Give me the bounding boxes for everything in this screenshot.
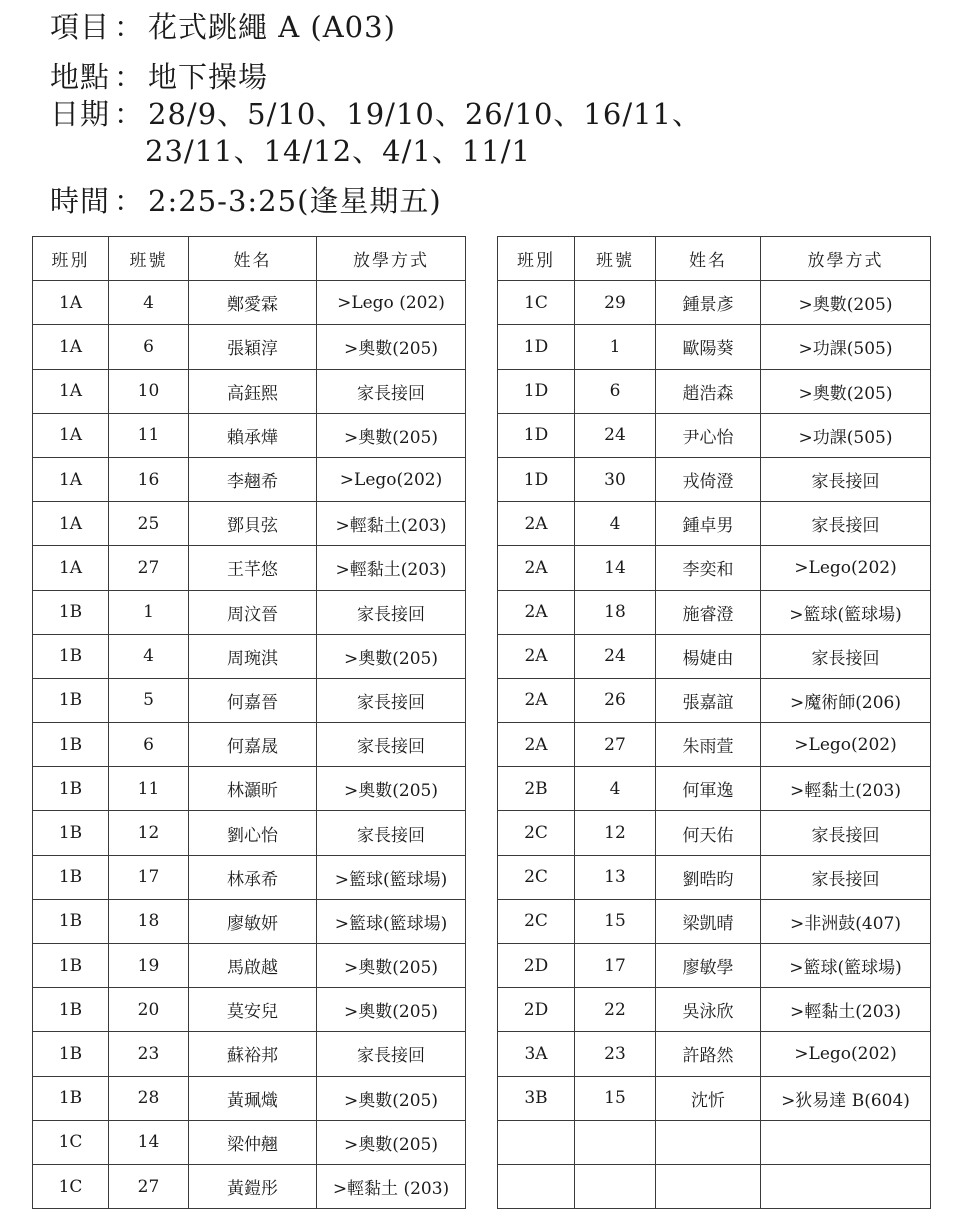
col-header-dismissal: 放學方式 xyxy=(761,237,931,281)
cell-dismissal: >Lego (202) xyxy=(317,281,466,325)
cell-number: 1 xyxy=(575,325,656,369)
cell-name: 何嘉晉 xyxy=(189,678,317,722)
cell-dismissal: 家長接回 xyxy=(761,502,931,546)
cell-name: 廖敏學 xyxy=(656,944,761,988)
table-row xyxy=(498,325,931,369)
table-row xyxy=(33,1076,466,1120)
table-row xyxy=(498,1164,931,1208)
cell-number: 27 xyxy=(109,1164,189,1208)
cell-class: 1A xyxy=(33,369,109,413)
cell-dismissal: >奧數(205) xyxy=(317,413,466,457)
cell-class: 2B xyxy=(498,767,575,811)
cell-number: 29 xyxy=(575,281,656,325)
cell-name: 蘇裕邦 xyxy=(189,1032,317,1076)
cell-class: 2D xyxy=(498,988,575,1032)
table-row xyxy=(33,546,466,590)
cell-name: 沈忻 xyxy=(656,1076,761,1120)
cell-dismissal: >籃球(籃球場) xyxy=(761,944,931,988)
cell-class: 1A xyxy=(33,457,109,501)
cell-class: 1D xyxy=(498,457,575,501)
col-header-class: 班別 xyxy=(498,237,575,281)
cell-name: 莫安兒 xyxy=(189,988,317,1032)
cell-dismissal: 家長接回 xyxy=(317,678,466,722)
colon: ： xyxy=(114,97,145,131)
cell-number: 1 xyxy=(109,590,189,634)
table-row xyxy=(498,767,931,811)
cell-class: 1A xyxy=(33,325,109,369)
cell-class: 1A xyxy=(33,502,109,546)
cell-dismissal: >奧數(205) xyxy=(317,634,466,678)
cell-name: 鍾景彥 xyxy=(656,281,761,325)
cell-number: 4 xyxy=(575,767,656,811)
cell-name: 林承希 xyxy=(189,855,317,899)
colon: ： xyxy=(114,184,145,218)
cell-number: 12 xyxy=(109,811,189,855)
cell-name: 林灝昕 xyxy=(189,767,317,811)
cell-name: 鍾卓男 xyxy=(656,502,761,546)
cell-dismissal: >魔術師(206) xyxy=(761,678,931,722)
cell-number: 11 xyxy=(109,767,189,811)
table-row xyxy=(33,723,466,767)
cell-number: 24 xyxy=(575,634,656,678)
colon: ： xyxy=(114,10,145,44)
cell-dismissal: >奧數(205) xyxy=(317,988,466,1032)
cell-number: 24 xyxy=(575,413,656,457)
document-header xyxy=(50,6,702,223)
cell-number: 18 xyxy=(575,590,656,634)
table-row xyxy=(498,678,931,722)
cell-number: 4 xyxy=(575,502,656,546)
cell-number: 6 xyxy=(109,325,189,369)
table-row xyxy=(498,413,931,457)
table-row xyxy=(498,899,931,943)
cell-dismissal: 家長接回 xyxy=(761,457,931,501)
cell-number: 6 xyxy=(575,369,656,413)
cell-dismissal: >Lego(202) xyxy=(761,723,931,767)
cell-class: 1A xyxy=(33,281,109,325)
table-row xyxy=(498,546,931,590)
cell-class: 3A xyxy=(498,1032,575,1076)
date-value-line1: 28/9、5/10、19/10、26/10、16/11、 xyxy=(148,97,702,131)
table-row xyxy=(498,590,931,634)
table-row xyxy=(33,1032,466,1076)
cell-name: 戎倚澄 xyxy=(656,457,761,501)
cell-class: 1B xyxy=(33,590,109,634)
cell-class: 1C xyxy=(498,281,575,325)
col-header-class: 班別 xyxy=(33,237,109,281)
cell-name: 何嘉晟 xyxy=(189,723,317,767)
cell-dismissal: >Lego(202) xyxy=(761,546,931,590)
cell-dismissal: >輕黏土(203) xyxy=(317,546,466,590)
cell-class: 1B xyxy=(33,1032,109,1076)
roster-table-right xyxy=(497,236,931,1209)
cell-dismissal: >奧數(205) xyxy=(317,1076,466,1120)
cell-name: 廖敏妍 xyxy=(189,899,317,943)
cell-dismissal xyxy=(761,1164,931,1208)
table-row xyxy=(498,811,931,855)
roster-table-left xyxy=(32,236,466,1209)
cell-number: 23 xyxy=(575,1032,656,1076)
cell-class: 1D xyxy=(498,369,575,413)
cell-dismissal: >Lego(202) xyxy=(317,457,466,501)
cell-class: 2A xyxy=(498,723,575,767)
cell-dismissal: >Lego(202) xyxy=(761,1032,931,1076)
cell-number: 4 xyxy=(109,281,189,325)
cell-dismissal: >奧數(205) xyxy=(317,767,466,811)
cell-number: 4 xyxy=(109,634,189,678)
table-row xyxy=(498,457,931,501)
cell-class: 2A xyxy=(498,546,575,590)
table-row xyxy=(498,281,931,325)
table-row xyxy=(33,944,466,988)
place-label: 地點 xyxy=(50,60,111,94)
cell-class: 1B xyxy=(33,855,109,899)
cell-dismissal xyxy=(761,1120,931,1164)
cell-dismissal: >奧數(205) xyxy=(317,1120,466,1164)
cell-class: 1B xyxy=(33,1076,109,1120)
cell-class: 2C xyxy=(498,899,575,943)
table-row xyxy=(33,767,466,811)
header-row xyxy=(498,237,931,281)
time-value: 2:25-3:25(逢星期五) xyxy=(148,184,442,218)
cell-number xyxy=(575,1164,656,1208)
cell-number: 27 xyxy=(575,723,656,767)
cell-dismissal: >奧數(205) xyxy=(317,944,466,988)
colon: ： xyxy=(114,60,145,94)
cell-dismissal: >輕黏土(203) xyxy=(761,767,931,811)
table-row xyxy=(33,457,466,501)
cell-name xyxy=(656,1120,761,1164)
cell-name: 何軍逸 xyxy=(656,767,761,811)
place-line xyxy=(50,59,702,96)
cell-number: 19 xyxy=(109,944,189,988)
cell-dismissal: >非洲鼓(407) xyxy=(761,899,931,943)
col-header-number: 班號 xyxy=(575,237,656,281)
cell-class: 1B xyxy=(33,723,109,767)
col-header-dismissal: 放學方式 xyxy=(317,237,466,281)
cell-dismissal: 家長接回 xyxy=(317,590,466,634)
cell-number: 28 xyxy=(109,1076,189,1120)
cell-name: 劉晧昀 xyxy=(656,855,761,899)
cell-number: 26 xyxy=(575,678,656,722)
cell-class: 1A xyxy=(33,413,109,457)
cell-number: 18 xyxy=(109,899,189,943)
cell-number xyxy=(575,1120,656,1164)
cell-name: 王芊悠 xyxy=(189,546,317,590)
cell-name: 馬啟越 xyxy=(189,944,317,988)
cell-class: 2A xyxy=(498,678,575,722)
cell-name: 鄧貝弦 xyxy=(189,502,317,546)
table-row xyxy=(498,1032,931,1076)
cell-dismissal: 家長接回 xyxy=(761,634,931,678)
time-line xyxy=(50,180,702,223)
cell-number: 30 xyxy=(575,457,656,501)
cell-name: 尹心怡 xyxy=(656,413,761,457)
cell-dismissal: >功課(505) xyxy=(761,413,931,457)
col-header-name: 姓名 xyxy=(189,237,317,281)
cell-name: 李奕和 xyxy=(656,546,761,590)
table-row xyxy=(498,502,931,546)
table-row xyxy=(33,502,466,546)
table-row xyxy=(498,988,931,1032)
cell-dismissal: >功課(505) xyxy=(761,325,931,369)
cell-number: 22 xyxy=(575,988,656,1032)
cell-class: 1C xyxy=(33,1120,109,1164)
cell-number: 20 xyxy=(109,988,189,1032)
cell-class: 1D xyxy=(498,325,575,369)
project-label: 項目 xyxy=(50,10,111,44)
cell-class: 2D xyxy=(498,944,575,988)
cell-dismissal: >狄易達 B(604) xyxy=(761,1076,931,1120)
table-row xyxy=(498,723,931,767)
cell-number: 15 xyxy=(575,899,656,943)
cell-class: 2C xyxy=(498,855,575,899)
table-row xyxy=(33,1120,466,1164)
cell-name: 賴承燁 xyxy=(189,413,317,457)
cell-dismissal: >奧數(205) xyxy=(761,281,931,325)
table-row xyxy=(498,1076,931,1120)
cell-name: 朱雨萱 xyxy=(656,723,761,767)
cell-number: 6 xyxy=(109,723,189,767)
cell-class: 1B xyxy=(33,678,109,722)
cell-name: 鄭愛霖 xyxy=(189,281,317,325)
cell-dismissal: >輕黏土 (203) xyxy=(317,1164,466,1208)
cell-name: 梁仲翹 xyxy=(189,1120,317,1164)
cell-number: 23 xyxy=(109,1032,189,1076)
cell-class: 1B xyxy=(33,899,109,943)
cell-number: 15 xyxy=(575,1076,656,1120)
cell-name: 梁凱晴 xyxy=(656,899,761,943)
table-row xyxy=(33,1164,466,1208)
cell-number: 13 xyxy=(575,855,656,899)
cell-dismissal: >奧數(205) xyxy=(317,325,466,369)
cell-number: 5 xyxy=(109,678,189,722)
date-line-2 xyxy=(50,133,702,170)
cell-name: 劉心怡 xyxy=(189,811,317,855)
cell-dismissal: >籃球(籃球場) xyxy=(317,899,466,943)
cell-name: 趙浩森 xyxy=(656,369,761,413)
cell-class: 2C xyxy=(498,811,575,855)
cell-number: 12 xyxy=(575,811,656,855)
cell-name: 歐陽葵 xyxy=(656,325,761,369)
cell-class: 1B xyxy=(33,944,109,988)
cell-number: 25 xyxy=(109,502,189,546)
cell-dismissal: 家長接回 xyxy=(761,811,931,855)
table-row xyxy=(498,944,931,988)
cell-number: 17 xyxy=(575,944,656,988)
cell-number: 14 xyxy=(109,1120,189,1164)
date-line xyxy=(50,96,702,133)
cell-name: 黃鎧彤 xyxy=(189,1164,317,1208)
cell-name: 張嘉誼 xyxy=(656,678,761,722)
cell-class: 1B xyxy=(33,988,109,1032)
table-row xyxy=(498,634,931,678)
date-value-line2: 23/11、14/12、4/1、11/1 xyxy=(145,134,531,168)
cell-dismissal: 家長接回 xyxy=(317,1032,466,1076)
cell-class: 1C xyxy=(33,1164,109,1208)
table-row xyxy=(33,413,466,457)
cell-class: 2A xyxy=(498,634,575,678)
table-row xyxy=(33,325,466,369)
cell-name: 李翹希 xyxy=(189,457,317,501)
cell-class: 1A xyxy=(33,546,109,590)
cell-class: 1B xyxy=(33,811,109,855)
table-row xyxy=(498,1120,931,1164)
cell-number: 10 xyxy=(109,369,189,413)
cell-name: 周汶晉 xyxy=(189,590,317,634)
cell-class xyxy=(498,1164,575,1208)
cell-class: 3B xyxy=(498,1076,575,1120)
cell-name: 周琬淇 xyxy=(189,634,317,678)
table-row xyxy=(33,855,466,899)
table-row xyxy=(498,855,931,899)
cell-number: 27 xyxy=(109,546,189,590)
cell-class xyxy=(498,1120,575,1164)
cell-dismissal: >輕黏土(203) xyxy=(761,988,931,1032)
project-line xyxy=(50,6,702,49)
cell-class: 1B xyxy=(33,634,109,678)
place-value: 地下操場 xyxy=(148,60,269,94)
cell-name: 何天佑 xyxy=(656,811,761,855)
cell-name: 施睿澄 xyxy=(656,590,761,634)
cell-name: 張穎淳 xyxy=(189,325,317,369)
cell-number: 11 xyxy=(109,413,189,457)
cell-name: 吳泳欣 xyxy=(656,988,761,1032)
cell-dismissal: 家長接回 xyxy=(317,811,466,855)
cell-name: 黃珮熾 xyxy=(189,1076,317,1120)
col-header-name: 姓名 xyxy=(656,237,761,281)
table-row xyxy=(498,369,931,413)
cell-class: 1B xyxy=(33,767,109,811)
cell-class: 1D xyxy=(498,413,575,457)
cell-name: 高鈺熙 xyxy=(189,369,317,413)
cell-dismissal: 家長接回 xyxy=(317,723,466,767)
header-row xyxy=(33,237,466,281)
cell-number: 14 xyxy=(575,546,656,590)
date-label: 日期 xyxy=(50,97,111,131)
cell-name: 許路然 xyxy=(656,1032,761,1076)
table-row xyxy=(33,369,466,413)
table-row xyxy=(33,281,466,325)
project-value: 花式跳繩 A (A03) xyxy=(148,10,396,44)
cell-dismissal: >籃球(籃球場) xyxy=(761,590,931,634)
table-row xyxy=(33,988,466,1032)
time-label: 時間 xyxy=(50,184,111,218)
cell-dismissal: >奧數(205) xyxy=(761,369,931,413)
table-row xyxy=(33,590,466,634)
cell-number: 16 xyxy=(109,457,189,501)
cell-number: 17 xyxy=(109,855,189,899)
cell-dismissal: 家長接回 xyxy=(317,369,466,413)
cell-class: 2A xyxy=(498,590,575,634)
cell-dismissal: >輕黏土(203) xyxy=(317,502,466,546)
table-row xyxy=(33,811,466,855)
cell-dismissal: 家長接回 xyxy=(761,855,931,899)
cell-name xyxy=(656,1164,761,1208)
table-row xyxy=(33,634,466,678)
col-header-number: 班號 xyxy=(109,237,189,281)
table-row xyxy=(33,678,466,722)
table-row xyxy=(33,899,466,943)
cell-name: 楊婕由 xyxy=(656,634,761,678)
cell-class: 2A xyxy=(498,502,575,546)
cell-dismissal: >籃球(籃球場) xyxy=(317,855,466,899)
